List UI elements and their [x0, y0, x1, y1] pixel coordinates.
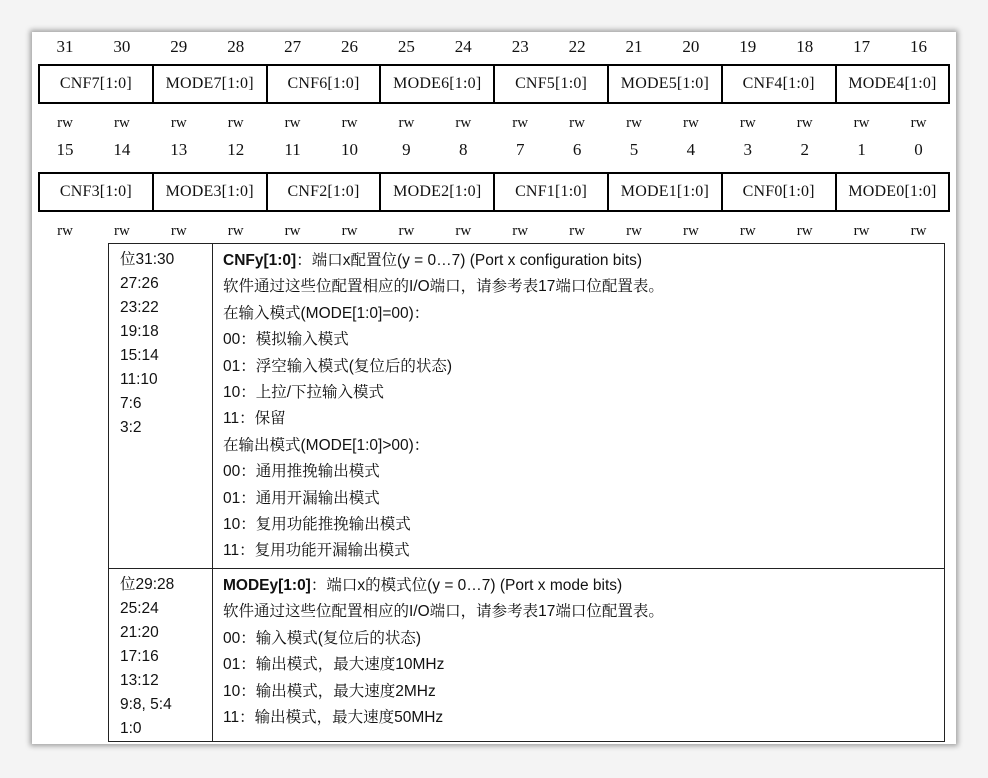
bit-number: 15 [56, 140, 74, 159]
description-line: 00：输入模式(复位后的状态) [223, 629, 422, 647]
field-title: ：端口x的模式位(y = 0…7) (Port x mode bits) [310, 577, 623, 594]
bit-number: 22 [568, 37, 586, 56]
access-label: rw [682, 115, 699, 131]
bit-number: 19 [739, 37, 757, 56]
bit-range: 3:2 [120, 419, 142, 436]
bit-range: 7:6 [120, 395, 142, 412]
register-field: MODE3[1:0] [152, 172, 268, 212]
bit-number: 24 [454, 37, 472, 56]
access-label: rw [796, 115, 813, 131]
access-label: rw [569, 115, 585, 131]
access-label: rw [398, 115, 415, 131]
description-line: 11：输出模式，最大速度50MHz [223, 708, 444, 726]
register-field: CNF1[1:0] [493, 172, 609, 212]
register-field: CNF7[1:0] [38, 64, 154, 104]
access-label: rw [113, 223, 130, 239]
access-label: rw [455, 115, 472, 131]
bit-description-table [108, 243, 945, 742]
bit-range: 19:18 [120, 323, 159, 340]
description-line: 01：输出模式，最大速度10MHz [223, 656, 445, 674]
bit-number: 13 [170, 140, 188, 159]
description-line: 软件通过这些位配置相应的I/O端口，请参考表17端口位配置表。 [223, 603, 664, 621]
description-line: 01：浮空输入模式(复位后的状态) [223, 357, 453, 375]
register-field: CNF2[1:0] [266, 172, 382, 212]
description-line: 11：复用功能开漏输出模式 [223, 542, 410, 560]
register-field: MODE0[1:0] [835, 172, 951, 212]
description-line: 在输入模式(MODE[1:0]=00)： [223, 304, 430, 322]
bit-number: 11 [284, 140, 301, 159]
access-label: rw [910, 223, 927, 239]
bit-number: 7 [515, 140, 525, 159]
access-label: rw [455, 223, 472, 239]
mode-title [223, 573, 944, 599]
register-field: CNF3[1:0] [38, 172, 154, 212]
description-line: 10：复用功能推挽输出模式 [223, 515, 411, 533]
access-label: rw [626, 115, 642, 131]
access-label: rw [170, 115, 187, 131]
description-line: 00：模拟输入模式 [223, 331, 349, 349]
bit-range: 21:20 [120, 624, 159, 641]
access-label: rw [113, 115, 130, 131]
access-label: rw [227, 223, 244, 239]
access-label: rw [57, 115, 73, 131]
access-label: rw [853, 223, 870, 239]
register-field: MODE4[1:0] [835, 64, 951, 104]
register-field: CNF5[1:0] [493, 64, 609, 104]
bit-number: 17 [853, 37, 871, 56]
bit-number: 30 [113, 37, 131, 56]
access-label: rw [626, 223, 642, 239]
register-field: MODE1[1:0] [607, 172, 723, 212]
bit-range: 15:14 [120, 347, 159, 364]
bit-number: 27 [284, 37, 302, 56]
register-field: CNF0[1:0] [721, 172, 837, 212]
register-field: MODE7[1:0] [152, 64, 268, 104]
access-label: rw [227, 115, 244, 131]
bit-range: 13:12 [120, 672, 159, 689]
description-line: 01：通用开漏输出模式 [223, 489, 380, 507]
access-label: rw [682, 223, 699, 239]
bit-number: 31 [56, 37, 74, 56]
bit-number: 25 [397, 37, 415, 56]
access-label: rw [739, 115, 756, 131]
bit-number: 6 [572, 140, 582, 159]
access-label: rw [853, 115, 870, 131]
bit-number: 0 [914, 140, 923, 159]
bit-range: 位31:30 [120, 251, 175, 268]
bit-number: 5 [629, 140, 639, 159]
description-line: 在输出模式(MODE[1:0]>00)： [223, 436, 430, 454]
mode-bits-cell [109, 569, 213, 741]
access-label: rw [284, 223, 301, 239]
bit-number: 16 [910, 37, 927, 56]
access-label: rw [284, 115, 301, 131]
register-field: MODE5[1:0] [607, 64, 723, 104]
access-label: rw [512, 115, 529, 131]
description-line: 软件通过这些位配置相应的I/O端口，请参考表17端口位配置表。 [223, 278, 664, 296]
bit-number: 9 [402, 140, 411, 159]
access-label: rw [341, 223, 358, 239]
bit-range: 位29:28 [120, 576, 175, 593]
cnf-bits-cell [109, 244, 213, 568]
mode-description-cell [213, 569, 944, 741]
register-field: MODE6[1:0] [379, 64, 495, 104]
bit-range: 25:24 [120, 600, 159, 617]
bit-range: 1:0 [120, 720, 142, 737]
register-field: CNF4[1:0] [721, 64, 837, 104]
bit-number: 12 [227, 140, 245, 159]
bit-number: 29 [170, 37, 188, 56]
field-title: ：端口x配置位(y = 0…7) (Port x configuration bits) [296, 252, 643, 269]
bit-number: 26 [341, 37, 358, 56]
register-field: MODE2[1:0] [379, 172, 495, 212]
description-line: 10：上拉/下拉输入模式 [223, 383, 385, 401]
access-label: rw [739, 223, 756, 239]
cnf-description-cell [213, 244, 944, 568]
bit-number: 28 [227, 37, 245, 56]
bit-range: 9:8, 5:4 [120, 696, 172, 713]
access-label: rw [910, 115, 927, 131]
bit-number: 23 [511, 37, 529, 56]
bit-number: 14 [113, 140, 131, 159]
bit-number: 20 [682, 37, 700, 56]
bit-range: 27:26 [120, 275, 159, 292]
access-label: rw [512, 223, 529, 239]
bit-number: 10 [341, 140, 358, 159]
field-name: MODEy[1:0] [223, 577, 311, 594]
access-label: rw [57, 223, 73, 239]
bit-number: 18 [796, 37, 814, 56]
field-name: CNFy[1:0] [223, 252, 297, 269]
bit-number: 4 [686, 140, 696, 159]
bit-number: 1 [857, 140, 866, 159]
bit-range: 17:16 [120, 648, 159, 665]
bit-range: 11:10 [120, 371, 158, 388]
register-field: CNF6[1:0] [266, 64, 382, 104]
bit-number: 2 [800, 140, 809, 159]
bit-number: 3 [743, 140, 753, 159]
access-label: rw [796, 223, 813, 239]
cnf-title [223, 248, 944, 274]
bit-number: 21 [625, 37, 643, 56]
access-label: rw [569, 223, 585, 239]
description-line: 00：通用推挽输出模式 [223, 463, 380, 481]
access-label: rw [398, 223, 415, 239]
access-label: rw [341, 115, 358, 131]
access-label: rw [170, 223, 187, 239]
bit-number: 8 [459, 140, 468, 159]
register-sheet [32, 32, 956, 744]
description-line: 10：输出模式，最大速度2MHz [223, 682, 436, 700]
bit-range: 23:22 [120, 299, 159, 316]
description-line: 11：保留 [223, 410, 286, 428]
